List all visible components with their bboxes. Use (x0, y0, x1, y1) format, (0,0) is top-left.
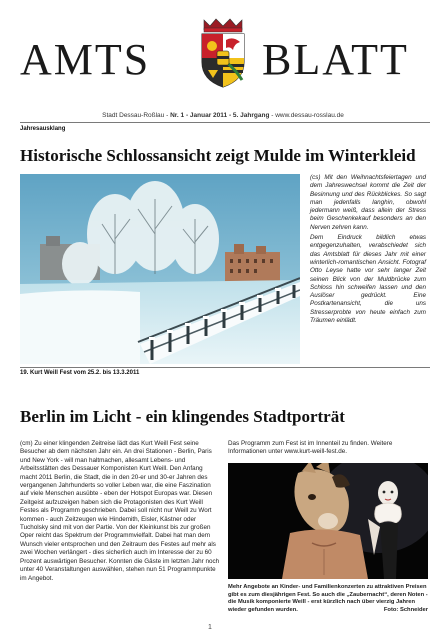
issue-city: Stadt Dessau-Roßlau - (102, 112, 171, 119)
caption-text: Mehr Angebote an Kinder- und Familienkonzerten zu attraktiven Preisen gibt es zum diesjährigen Fest. So auch die „Zaubernacht“, deren Noten - die Musik komponierte Weill - erst kürzlich nach über vierzig Jahren wieder gefunden wurden. (228, 584, 428, 613)
page-number: 1 (208, 624, 212, 631)
photo-credit: Foto: Schneider (383, 606, 428, 613)
sidebar-paragraph: (cs) Mit den Weihnachtsfeiertagen und dem Jahreswechsel kommt die Zeit der Besinnung und des Rückblickes. So sagt man jedenfalls langhin, obwohl jedermann weiß, dass allein der Stress beim Geschenkekauf besonders an den Nerven zehren kann. (310, 174, 426, 231)
article-body-left (20, 440, 220, 583)
issue-website: - www.dessau-rosslau.de (269, 112, 344, 119)
stage-performance-photo (228, 463, 428, 579)
masthead (0, 18, 446, 82)
issue-number: Nr. 1 - Januar 2011 - 5. Jahrgang (170, 112, 270, 119)
sidebar-paragraph: Dem Eindruck bildlich etwas entgegenzuhalten, verabschiedet sich das Amtsblatt für dieses Jahr mit einer winterlich-romantischen Ansicht. Fotograf Otto Leyse hatte vor sehr langer Zeit seinen Blick von der Muldbrücke zum Schloss hin schweifen lassen und den Auslöser gedrückt. Eine Postkartenansicht, die uns Stresserprobte von heute einfach zum Träumen einlädt. (310, 234, 426, 325)
headline-schlossansicht: Historische Schlossansicht zeigt Mulde im Winterkleid (20, 146, 416, 165)
city-coat-of-arms-icon (196, 18, 250, 88)
masthead-title-left: AMTS (20, 35, 151, 84)
section-divider (20, 367, 430, 368)
section-tag: Jahresausklang (20, 126, 66, 132)
photo-caption (228, 584, 428, 614)
article-paragraph: (cm) Zu einer klingenden Zeitreise lädt das Kurt Weill Fest seine Besucher ab dem nächsten Jahr ein. An drei Stationen - Berlin, Paris und New York - will man haltmachen, allesamt Lebens- und Arbeitsstätten des Dessauer Komponisten Kurt Weill. Den Anfang macht 2011 Berlin, die Stadt, die in den 20-er und 30-er Jahren des vergangenen Jahrhunderts so voller Leben war, die eine Faszination auf viele Menschen ausübte - eben der Hotspot Europas war. Diesen Zeitgeist aufzuzeigen haben sich die Protagonisten des Kurt Weill Festes als Programm geschrieben. Dabei soll nicht nur Weill zu Wort kommen - auch Zeitzeugen wie Hindemith, Eisler, Kästner oder Tucholsky sind mit von der Partie. Von der Kleinkunst bis zur großen Oper reicht das Spektrum der Programmvielfalt. Dabei hat man dem Wunsch vieler entsprochen und den Zeitraum des Festes auf mehr als zwei Wochen verlängert - dies sicherlich auch im Interesse der zu 60 Prozent auswärtigen Besucher. Konnten die Gäste im letzten Jahr noch unter 40 Veranstaltungen auswählen, stehen nun 51 Programmpunkte im Angebot. (20, 440, 220, 582)
winter-castle-photo (20, 174, 300, 364)
issue-line (0, 112, 446, 119)
article-body-right (228, 440, 428, 457)
masthead-title-right: BLATT (262, 35, 409, 84)
headline-berlin-im-licht: Berlin im Licht - ein klingendes Stadtporträt (20, 407, 345, 426)
article-paragraph: Das Programm zum Fest ist im Innenteil zu finden. Weitere Informationen unter www.kurt-weill-fest.de. (228, 440, 393, 456)
masthead-divider (20, 122, 430, 123)
event-dates: 19. Kurt Weill Fest vom 25.2. bis 13.3.2011 (20, 370, 140, 376)
sidebar-text (310, 174, 426, 327)
